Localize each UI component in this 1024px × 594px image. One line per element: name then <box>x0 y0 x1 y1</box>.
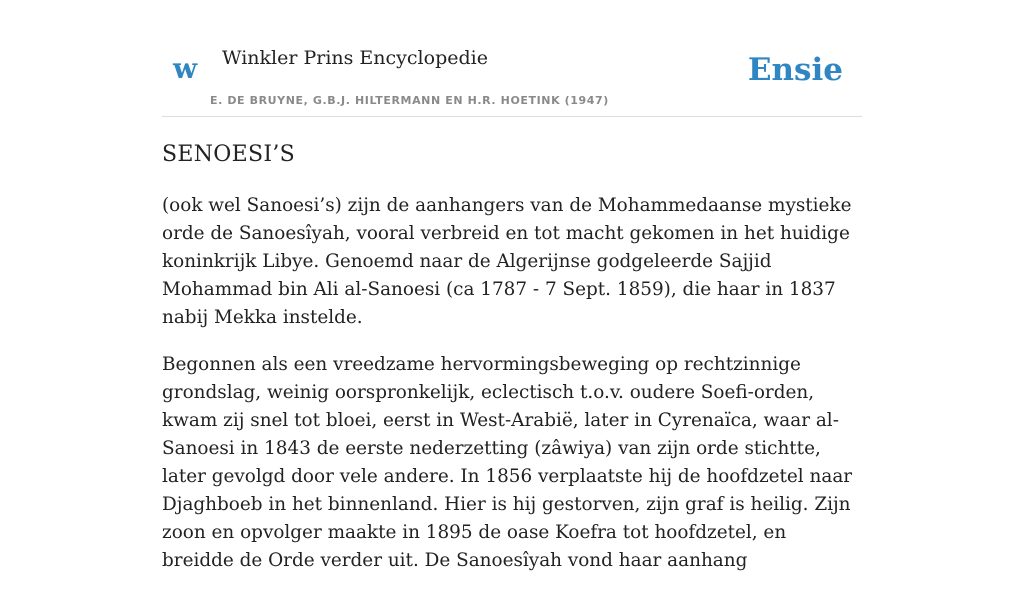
winkler-prins-logo-icon[interactable]: w <box>173 52 198 85</box>
entry-paragraph: (ook wel Sanoesi’s) zijn de aanhangers van de Mohammedaanse mystieke orde de Sanoesîyah, vooral verbreid en tot macht gekomen in het huidige koninkrijk Libye. Genoemd naar de Algerijnse godgeleerde Sajjid Mohammad bin Ali al-Sanoesi (ca 1787 - 7 Sept. 1859), die haar in 1837 nabij Mekka instelde. <box>162 195 852 328</box>
encyclopedia-title[interactable]: Winkler Prins Encyclopedie <box>222 47 488 69</box>
ensie-logo-link[interactable]: Ensie <box>747 52 843 88</box>
encyclopedia-authors: E. DE BRUYNE, G.B.J. HILTERMANN EN H.R. HOETINK (1947) <box>210 94 609 107</box>
site-header <box>162 0 862 117</box>
entry-paragraph: Begonnen als een vreedzame hervormingsbeweging op rechtzinnige grondslag, weinig oorspronkelijk, eclectisch t.o.v. oudere Soefi-orden, kwam zij snel tot bloei, eerst in West-Arabië, later in Cyrenaïca, waar al-Sanoesi in 1843 de eerste nederzetting (zâwiya) van zijn orde stichtte, later gevolgd door vele andere. In 1856 verplaatste hij de hoofdzetel naar Djaghboeb in het binnenland. Hier is hij gestorven, zijn graf is heilig. Zijn zoon en opvolger maakte in 1895 de oase Koefra tot hoofdzetel, en breidde de Orde verder uit. De Sanoesîyah vond haar aanhang <box>162 354 853 571</box>
entry-body <box>162 192 862 594</box>
entry-title: SENOESI’S <box>162 142 296 167</box>
